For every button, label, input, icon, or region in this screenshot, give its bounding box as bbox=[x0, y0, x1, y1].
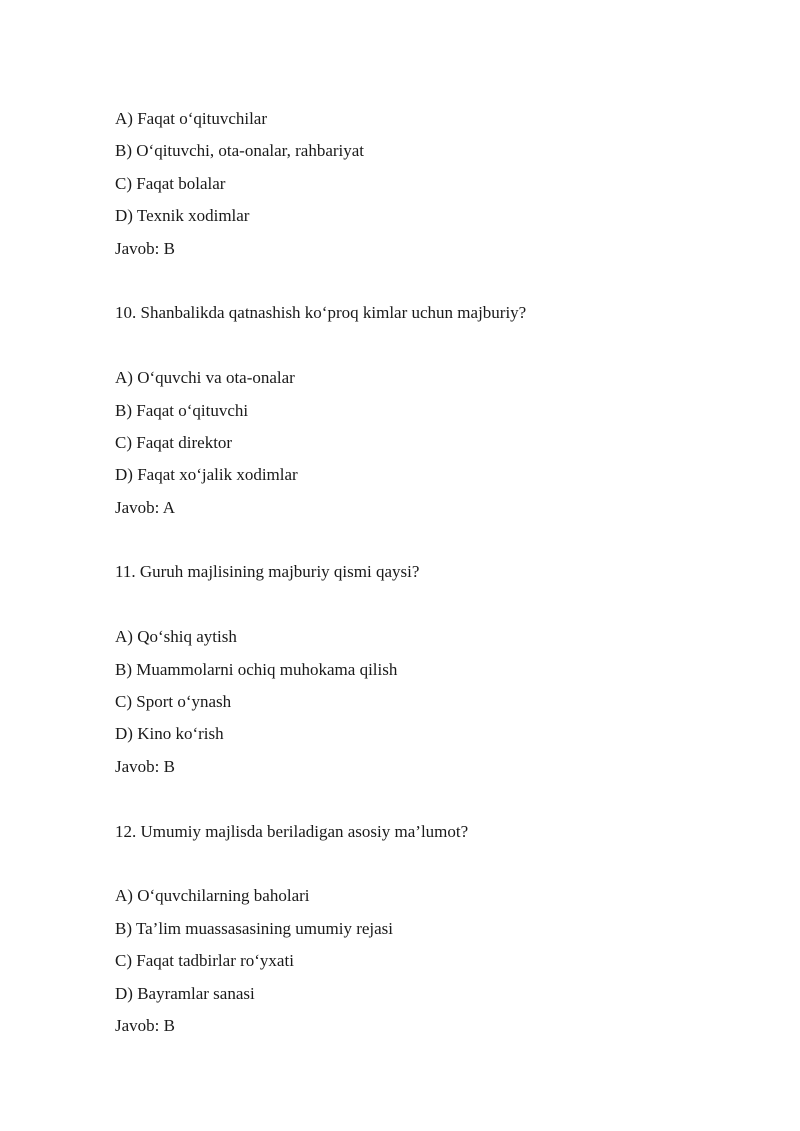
option-d: D) Texnik xodimlar bbox=[115, 206, 250, 226]
option-b: B) Ta’lim muassasasining umumiy rejasi bbox=[115, 918, 394, 938]
spacer bbox=[115, 788, 735, 820]
spacer bbox=[115, 529, 735, 561]
option-d: D) Faqat xo‘jalik xodimlar bbox=[115, 465, 298, 485]
quiz-content bbox=[115, 108, 735, 1047]
option-d: D) Bayramlar sanasi bbox=[115, 983, 255, 1003]
question-text: 12. Umumiy majlisda beriladigan asosiy ma’lumot? bbox=[115, 821, 469, 841]
option-a: A) Qo‘shiq aytish bbox=[115, 627, 237, 647]
question-text: 11. Guruh majlisining majburiy qismi qaysi? bbox=[115, 562, 420, 582]
option-b: B) Faqat o‘qituvchi bbox=[115, 400, 249, 420]
spacer bbox=[115, 270, 735, 302]
spacer bbox=[115, 594, 735, 626]
spacer bbox=[115, 853, 735, 885]
question-text: 10. Shanbalikda qatnashish ko‘proq kimlar uchun majburiy? bbox=[115, 303, 527, 323]
question-block-11 bbox=[115, 561, 735, 788]
option-a: A) Faqat o‘qituvchilar bbox=[115, 109, 268, 128]
option-d: D) Kino ko‘rish bbox=[115, 724, 224, 744]
option-c: C) Faqat tadbirlar ro‘yxati bbox=[115, 951, 294, 971]
spacer bbox=[115, 335, 735, 367]
answer-line: Javob: A bbox=[115, 497, 175, 517]
option-a: A) O‘quvchi va ota-onalar bbox=[115, 368, 295, 388]
option-c: C) Faqat bolalar bbox=[115, 173, 226, 193]
option-b: B) O‘qituvchi, ota-onalar, rahbariyat bbox=[115, 141, 365, 161]
question-block-10 bbox=[115, 302, 735, 529]
option-c: C) Sport o‘ynash bbox=[115, 692, 232, 712]
answer-line: Javob: B bbox=[115, 238, 175, 258]
answer-line: Javob: B bbox=[115, 1015, 175, 1035]
answer-line: Javob: B bbox=[115, 756, 175, 776]
option-c: C) Faqat direktor bbox=[115, 432, 233, 452]
option-b: B) Muammolarni ochiq muhokama qilish bbox=[115, 659, 398, 679]
option-a: A) O‘quvchilarning baholari bbox=[115, 886, 310, 906]
question-block-9 bbox=[115, 108, 735, 270]
question-block-12 bbox=[115, 821, 735, 1048]
